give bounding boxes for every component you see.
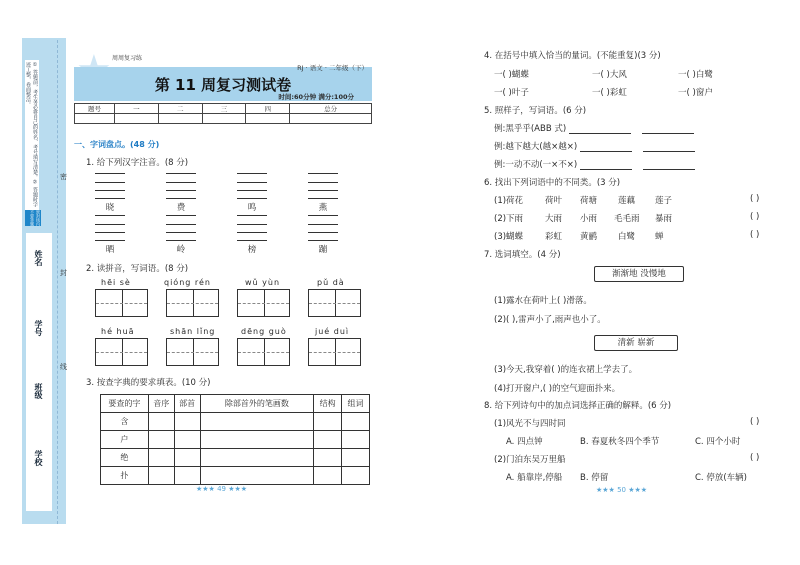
pinyin-label: wǔ yùn [245,278,281,287]
seal-char-2: 封 [60,269,67,277]
dict-cell[interactable] [148,431,174,449]
option[interactable]: B. 春夏秋冬四个季节 [580,437,660,447]
score-cell[interactable] [115,114,159,124]
word: 暴雨 [655,214,673,224]
example-row [494,140,695,152]
header-badge: 周周复习练 [112,55,143,62]
answer-paren[interactable]: ( ) [750,212,760,222]
tian-grid[interactable] [237,289,290,317]
dict-char: 扑 [101,467,149,485]
char-label: 晓 [105,203,115,213]
dict-cell[interactable] [148,467,174,485]
pinyin-label: dēng guò [241,327,287,336]
page-number-value: 50 [617,486,626,494]
measure-word-item[interactable]: 一( )大风 [592,70,627,80]
dict-header: 要查的字 [101,395,149,413]
dict-cell[interactable] [342,413,370,431]
char-label: 燕 [318,203,328,213]
option[interactable]: A. 四点钟 [506,437,543,447]
word: 莲子 [655,196,673,206]
score-cell[interactable] [290,114,372,124]
exam-time: 时间:60分钟 满分:100分 [278,93,354,101]
dict-cell[interactable] [342,449,370,467]
measure-word-item[interactable]: 一( )蝴蝶 [494,70,529,80]
tian-grid[interactable] [95,338,148,366]
measure-word-item[interactable]: 一( )白鹭 [678,70,713,80]
dict-cell[interactable] [314,467,342,485]
tian-grid[interactable] [237,338,290,366]
sentence: (2)( ),雷声小了,雨声也小了。 [494,315,606,325]
pinyin-grid[interactable] [166,173,196,199]
word: 莲藕 [618,196,636,206]
word: 彩虹 [545,232,563,242]
seal-line [57,40,58,524]
example-label: 例:一动不动(一×不×) [494,160,578,170]
header-meta: RJ · 语文 · 二年级（下） [297,64,368,72]
tian-grid[interactable] [166,289,219,317]
label-name: 姓名 [34,250,43,266]
pinyin-grid[interactable] [166,215,196,241]
example-label: 例:越下越大(越×越×) [494,142,578,152]
sentence: (1)露水在荷叶上( )滑落。 [494,296,592,306]
page-number-value: 49 [217,485,226,493]
seal-char-3: 线 [60,363,67,371]
question-7: 7. 选词填空。(4 分) [484,250,561,260]
question-2: 2. 读拼音，写词语。(8 分) [86,264,189,274]
pinyin-grid[interactable] [95,173,125,199]
seal-badge: 密封线内不要答题 [25,210,41,226]
poem-line: (2)门泊东吴万里船 [494,455,566,465]
pinyin-grid[interactable] [308,173,338,199]
word: 黄鹂 [580,232,598,242]
page-number-left: ★★★ 49 ★★★ [196,485,248,493]
word-row [494,194,523,206]
score-header: 总分 [290,104,372,114]
header-banner [74,55,372,101]
example-label: 例:黑乎乎(ABB 式) [494,124,567,134]
dict-header: 音序 [148,395,174,413]
dict-cell[interactable] [200,413,314,431]
dict-cell[interactable] [148,413,174,431]
answer-paren[interactable]: ( ) [750,453,760,463]
option[interactable]: A. 船靠岸,停船 [506,473,563,483]
answer-blank[interactable] [569,126,631,134]
question-5: 5. 照样子，写词语。(6 分) [484,106,587,116]
question-6: 6. 找出下列词语中的不同类。(3 分) [484,178,621,188]
question-3: 3. 按查字典的要求填表。(10 分) [86,378,211,388]
score-header: 四 [246,104,290,114]
question-1: 1. 给下列汉字注音。(8 分) [86,158,189,168]
score-cell[interactable] [246,114,290,124]
dict-cell[interactable] [200,467,314,485]
dict-cell[interactable] [174,449,200,467]
word: 小雨 [580,214,598,224]
dict-cell[interactable] [174,431,200,449]
binding-strip [22,38,66,524]
pinyin-grid[interactable] [237,173,267,199]
word: (1)荷花 [494,196,524,206]
pinyin-label: shān lǐng [170,327,216,336]
dict-cell[interactable] [148,449,174,467]
sentence: (3)今天,我穿着( )的连衣裙上学去了。 [494,365,638,375]
pinyin-label: jué duì [315,327,350,336]
tian-grid[interactable] [95,289,148,317]
word: 白鹭 [618,232,636,242]
score-header: 一 [115,104,159,114]
poem-line: (1)风光不与四时同 [494,419,566,429]
section-title-1: 一、字词盘点。(48 分) [74,140,160,149]
measure-word-item[interactable]: 一( )彩虹 [592,88,627,98]
exam-notes: ① 答题前，考生务必将自己的姓名、考号填写清楚。② 答题时字迹工整，卷面整洁。 [25,60,39,210]
word: 荷叶 [545,196,563,206]
word: 荷塘 [580,196,598,206]
tian-grid[interactable] [166,338,219,366]
dict-header: 除部首外的笔画数 [200,395,314,413]
word: (3)蝴蝶 [494,232,524,242]
pinyin-grid[interactable] [95,215,125,241]
word: (2)下雨 [494,214,524,224]
answer-blank[interactable] [580,162,632,170]
pinyin-label: qióng rén [164,278,211,287]
dict-cell[interactable] [174,413,200,431]
char-label: 榜 [247,245,257,255]
answer-blank[interactable] [643,162,695,170]
char-label: 岭 [176,245,186,255]
measure-word-item[interactable]: 一( )叶子 [494,88,529,98]
tian-grid[interactable] [308,289,361,317]
pinyin-grid[interactable] [308,215,338,241]
label-student-id: 学号 [34,320,43,336]
seal-char-1: 密 [60,173,67,181]
word-choice-box: 清新 崭新 [594,335,678,351]
score-header: 题号 [75,104,115,114]
answer-blank[interactable] [643,144,695,152]
dict-header: 部首 [174,395,200,413]
dict-cell[interactable] [200,431,314,449]
example-row [494,158,695,170]
option[interactable]: B. 停留 [580,473,609,483]
dict-header: 组词 [342,395,370,413]
answer-paren[interactable]: ( ) [750,194,760,204]
page-title: 第 11 周复习测试卷 [154,76,292,94]
tian-grid[interactable] [308,338,361,366]
pinyin-label: hé huā [101,327,135,336]
info-panel [26,233,52,511]
measure-word-item[interactable]: 一( )窗户 [678,88,713,98]
dict-cell[interactable] [314,431,342,449]
question-4: 4. 在括号中填入恰当的量词。(不能重复)(3 分) [484,51,661,61]
example-row [494,122,694,134]
page-number-right: ★★★ 50 ★★★ [596,486,648,494]
char-label: 费 [176,203,186,213]
score-table [74,103,372,124]
answer-paren[interactable]: ( ) [750,230,760,240]
score-cell[interactable] [202,114,246,124]
word: 蝉 [655,232,664,242]
sentence: (4)打开窗户,( )的空气迎面扑来。 [494,384,621,394]
dict-cell[interactable] [342,467,370,485]
answer-blank[interactable] [580,144,632,152]
option[interactable]: C. 停放(车辆) [695,473,747,483]
dict-cell[interactable] [174,467,200,485]
word: 大雨 [545,214,563,224]
score-header: 二 [158,104,202,114]
answer-blank[interactable] [642,126,694,134]
dictionary-table [100,394,370,485]
dict-cell[interactable] [200,449,314,467]
dict-char: 绝 [101,449,149,467]
pinyin-label: hēi sè [101,278,131,287]
char-label: 鸣 [247,203,257,213]
char-label: 蹦 [318,245,328,255]
option[interactable]: C. 四个小时 [695,437,741,447]
dict-cell[interactable] [342,431,370,449]
question-8: 8. 给下列诗句中的加点词选择正确的解释。(6 分) [484,401,672,411]
score-header: 三 [202,104,246,114]
label-class: 班级 [34,383,43,399]
word: 毛毛雨 [614,214,640,224]
pinyin-grid[interactable] [237,215,267,241]
label-school: 学校 [34,450,43,466]
pinyin-label: pǔ dà [317,278,345,287]
dict-char: 户 [101,431,149,449]
dict-cell[interactable] [314,449,342,467]
char-label: 晒 [105,245,115,255]
score-cell[interactable] [158,114,202,124]
word-choice-box: 渐渐地 没慢地 [594,266,684,282]
dict-char: 含 [101,413,149,431]
dict-cell[interactable] [314,413,342,431]
dict-header: 结构 [314,395,342,413]
answer-paren[interactable]: ( ) [750,417,760,427]
